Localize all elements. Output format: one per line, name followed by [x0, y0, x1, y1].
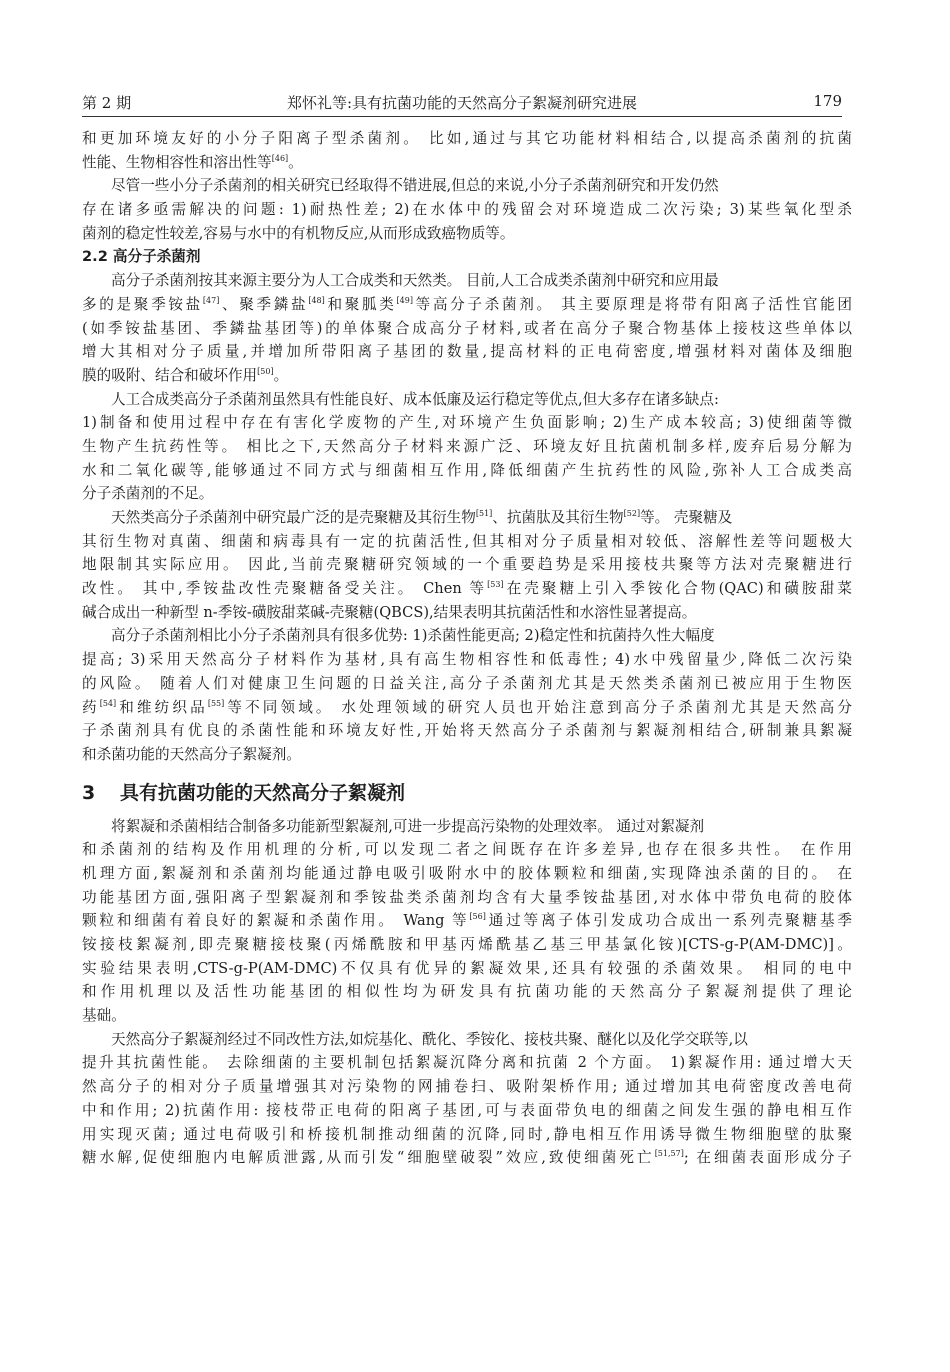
text-line: [82, 482, 852, 506]
line-text: 尽管一些小分子杀菌剂的相关研究已经取得不错进展,但总的来说,小分子杀菌剂研究和开发仍然: [111, 177, 719, 195]
subsection-heading: [82, 245, 852, 269]
citation-ref: [53]: [487, 580, 504, 590]
citation-ref: [51,57]: [654, 1149, 684, 1159]
text-line: [82, 815, 852, 839]
text-line: [82, 957, 852, 981]
running-title: 郑怀礼等:具有抗菌功能的天然高分子絮凝剂研究进展: [286, 94, 638, 112]
line-text: 生物产生抗药性等。 相比之下,天然高分子材料来源广泛、环境友好且抗菌机制多样,废弃后易分解为: [82, 437, 852, 455]
citation-ref: [48]: [308, 295, 325, 305]
citation-ref: [54]: [99, 698, 117, 708]
text-line: [82, 459, 852, 483]
article-body: [82, 127, 852, 1170]
header-rule: [82, 116, 842, 117]
line-text: 增大其相对分子质量,并增加所带阳离子基团的数量,提高材料的正电荷密度,增强材料对菌体及细胞: [82, 343, 852, 361]
line-text: 在壳聚糖上引入季铵化合物(QAC)和磺胺甜菜: [503, 580, 852, 598]
section-3-heading: [82, 773, 852, 813]
line-text: 高分子杀菌剂相比小分子杀菌剂具有很多优势: 1)杀菌性能更高; 2)稳定性和抗菌持久性大幅度: [111, 627, 715, 645]
text-line: [82, 601, 852, 625]
citation-ref: [51]: [475, 509, 493, 518]
line-text: 1)制备和使用过程中存在有害化学废物的产生,对环境产生负面影响; 2)生产成本较高; 3)使细菌等微: [82, 414, 852, 432]
line-text: 机理方面,絮凝剂和杀菌剂均能通过静电吸引吸附水中的胶体颗粒和细菌,实现降浊杀菌的目的。 在: [82, 864, 852, 882]
line-text: 实验结果表明,CTS-g-P(AM-DMC)不仅具有优异的絮凝效果,还具有较强的杀菌效果。 相同的电中: [82, 959, 852, 977]
line-text: 等。 壳聚糖及: [640, 509, 733, 526]
citation-ref: [47]: [202, 295, 220, 305]
text-line: [82, 624, 852, 648]
text-line: [82, 743, 852, 767]
text-line: [82, 317, 852, 341]
line-text: 天然类高分子杀菌剂中研究最广泛的是壳聚糖及其衍生物: [111, 509, 476, 526]
section-number: 3: [82, 781, 96, 804]
text-line: [82, 886, 852, 910]
text-line: [82, 1099, 852, 1123]
line-text: (如季铵盐基团、季鏻盐基团等)的单体聚合成高分子材料,或者在高分子聚合物基体上接枝这些单体以: [82, 319, 852, 337]
line-text: 地限制其实际应用。 因此,当前壳聚糖研究领域的一个重要趋势是采用接枝共聚等方法对壳聚糖进行: [82, 556, 852, 574]
line-text: 提高; 3)采用天然高分子材料作为基材,具有高生物相容性和低毒性; 4)水中残留量少,降低二次污染: [82, 651, 852, 669]
line-text: 子杀菌剂具有优良的杀菌性能和环境友好性,开始将天然高分子杀菌剂与絮凝剂相结合,研制兼具絮凝: [82, 722, 852, 740]
text-line: [82, 364, 852, 388]
line-text: 菌剂的稳定性较差,容易与水中的有机物反应,从而形成致癌物质等。: [82, 224, 515, 242]
citation-ref: [49]: [396, 295, 413, 305]
text-line: [82, 293, 852, 317]
text-line: [82, 719, 852, 743]
line-text: 的风险。 随着人们对健康卫生问题的日益关注,高分子杀菌剂尤其是天然类杀菌剂已被应用于生物医: [82, 674, 852, 692]
text-line: [82, 151, 852, 175]
line-text: 膜的吸附、结合和破坏作用: [82, 366, 258, 384]
text-line: [82, 838, 852, 862]
line-text: 。: [273, 366, 289, 384]
line-text: 高分子杀菌剂按其来源主要分为人工合成类和天然类。 目前,人工合成类杀菌剂中研究和应用最: [111, 272, 719, 290]
line-text: 中和作用; 2)抗菌作用: 接枝带正电荷的阳离子基团,可与表面带负电的细菌之间发生强的静电相互作: [82, 1101, 852, 1119]
line-text: 功能基团方面,强阳离子型絮凝剂和季铵盐类杀菌剂均含有大量季铵盐基团,对水体中带负电荷的胶体: [82, 888, 852, 906]
text-line: [82, 577, 852, 601]
line-text: 水和二氧化碳等,能够通过不同方式与细菌相互作用,降低细菌产生抗药性的风险,弥补人工合成类高: [82, 461, 852, 479]
line-text: 2.2 高分子杀菌剂: [82, 248, 201, 266]
line-text: 和聚胍类: [324, 295, 397, 313]
issue-number: 第 2 期: [82, 94, 132, 112]
text-line: [82, 1075, 852, 1099]
line-text: 、抗菌肽及其衍生物: [492, 509, 624, 526]
line-text: 基础。: [82, 1007, 126, 1025]
text-line: [82, 388, 852, 412]
text-line: [82, 980, 852, 1004]
line-text: 其衍生物对真菌、细菌和病毒具有一定的抗菌活性,但其相对分子质量相对较低、溶解性差等问题极大: [82, 532, 852, 550]
line-text: 。: [288, 153, 303, 171]
citation-ref: [56]: [469, 912, 486, 922]
text-line: [82, 1051, 852, 1075]
section-title: 具有抗菌功能的天然高分子絮凝剂: [120, 781, 406, 804]
line-text: 天然高分子絮凝剂经过不同改性方法,如烷基化、酰化、季铵化、接枝共聚、醚化以及化学交联等,以: [111, 1030, 748, 1048]
line-text: 和更加环境友好的小分子阳离子型杀菌剂。 比如,通过与其它功能材料相结合,以提高杀菌剂的抗菌: [82, 130, 852, 147]
citation-ref: [46]: [271, 153, 289, 163]
line-text: 分子杀菌剂的不足。: [82, 485, 214, 503]
line-text: 和维纺织品: [116, 698, 208, 716]
line-text: 和杀菌功能的天然高分子絮凝剂。: [82, 745, 301, 763]
line-text: 颗粒和细菌有着良好的絮凝和杀菌作用。 Wang 等: [82, 912, 470, 930]
text-line: [82, 1028, 852, 1052]
line-text: 铵接枝絮凝剂,即壳聚糖接枝聚(丙烯酰胺和甲基丙烯酰基乙基三甲基氯化铵)[CTS-g-P(AM-DMC)]。: [82, 936, 852, 953]
text-line: [82, 1146, 852, 1170]
line-text: 然高分子的相对分子质量增强其对污染物的网捕卷扫、吸附架桥作用; 通过增加其电荷密度改善电荷: [82, 1078, 852, 1096]
text-line: [82, 862, 852, 886]
text-line: [82, 1004, 852, 1028]
line-text: 将絮凝和杀菌相结合制备多功能新型絮凝剂,可进一步提高污染物的处理效率。 通过对絮凝剂: [111, 817, 705, 835]
line-text: 用实现灭菌; 通过电荷吸引和桥接机制推动细菌的沉降,同时,静电相互作用诱导微生物细胞壁的肽聚: [82, 1125, 852, 1143]
line-text: 和杀菌剂的结构及作用机理的分析,可以发现二者之间既存在许多差异,也存在很多共性。 在作用: [82, 841, 852, 859]
text-line: [82, 672, 852, 696]
text-line: [82, 435, 852, 459]
line-text: 和作用机理以及活性功能基团的相似性均为研发具有抗菌功能的天然高分子絮凝剂提供了理论: [82, 983, 852, 1001]
line-text: 提升其抗菌性能。 去除细菌的主要机制包括絮凝沉降分离和抗菌 2 个方面。 1)絮凝作用: 通过增大天: [82, 1054, 852, 1072]
line-text: ; 在细菌表面形成分子: [683, 1149, 852, 1167]
line-text: 多的是聚季铵盐: [82, 295, 203, 313]
text-line: [82, 553, 852, 577]
text-line: [82, 648, 852, 672]
text-line: [82, 269, 852, 293]
section-3-text: [82, 815, 852, 1170]
line-text: 、聚季鏻盐: [219, 295, 309, 313]
text-line: [82, 909, 852, 933]
text-line: [82, 198, 852, 222]
line-text: 碱合成出一种新型 n-季铵-磺胺甜菜碱-壳聚糖(QBCS),结果表明其抗菌活性和水溶性显著提高。: [82, 603, 697, 621]
citation-ref: [55]: [207, 698, 225, 708]
text-line: [82, 696, 852, 720]
text-line: [82, 411, 852, 435]
text-line: [82, 174, 852, 198]
line-text: 等高分子杀菌剂。 其主要原理是将带有阳离子活性官能团: [412, 295, 852, 313]
text-line: [82, 506, 852, 530]
line-text: 药: [82, 698, 100, 716]
text-line: [82, 222, 852, 246]
page-number: 179: [813, 92, 842, 110]
citation-ref: [50]: [257, 366, 274, 376]
section-2-text: [82, 127, 852, 767]
line-text: 通过等离子体引发成功合成出一系列壳聚糖基季: [485, 912, 852, 930]
line-text: 改性。 其中,季铵盐改性壳聚糖备受关注。 Chen 等: [82, 580, 488, 598]
text-line: [82, 933, 852, 957]
line-text: 人工合成类高分子杀菌剂虽然具有性能良好、成本低廉及运行稳定等优点,但大多存在诸多缺点:: [111, 390, 719, 408]
running-header: [82, 92, 842, 114]
line-text: 性能、生物相容性和溶出性等: [82, 153, 272, 171]
line-text: 糖水解,促使细胞内电解质泄露,从而引发“细胞壁破裂”效应,致使细菌死亡: [82, 1149, 655, 1167]
text-line: [82, 530, 852, 554]
line-text: 存在诸多亟需解决的问题: 1)耐热性差; 2)在水体中的残留会对环境造成二次污染; 3)某些氧化型杀: [82, 201, 852, 219]
text-line: [82, 340, 852, 364]
text-line: [82, 127, 852, 151]
citation-ref: [52]: [623, 509, 641, 518]
line-text: 等不同领域。 水处理领域的研究人员也开始注意到高分子杀菌剂尤其是天然高分: [224, 698, 852, 716]
text-line: [82, 1123, 852, 1147]
